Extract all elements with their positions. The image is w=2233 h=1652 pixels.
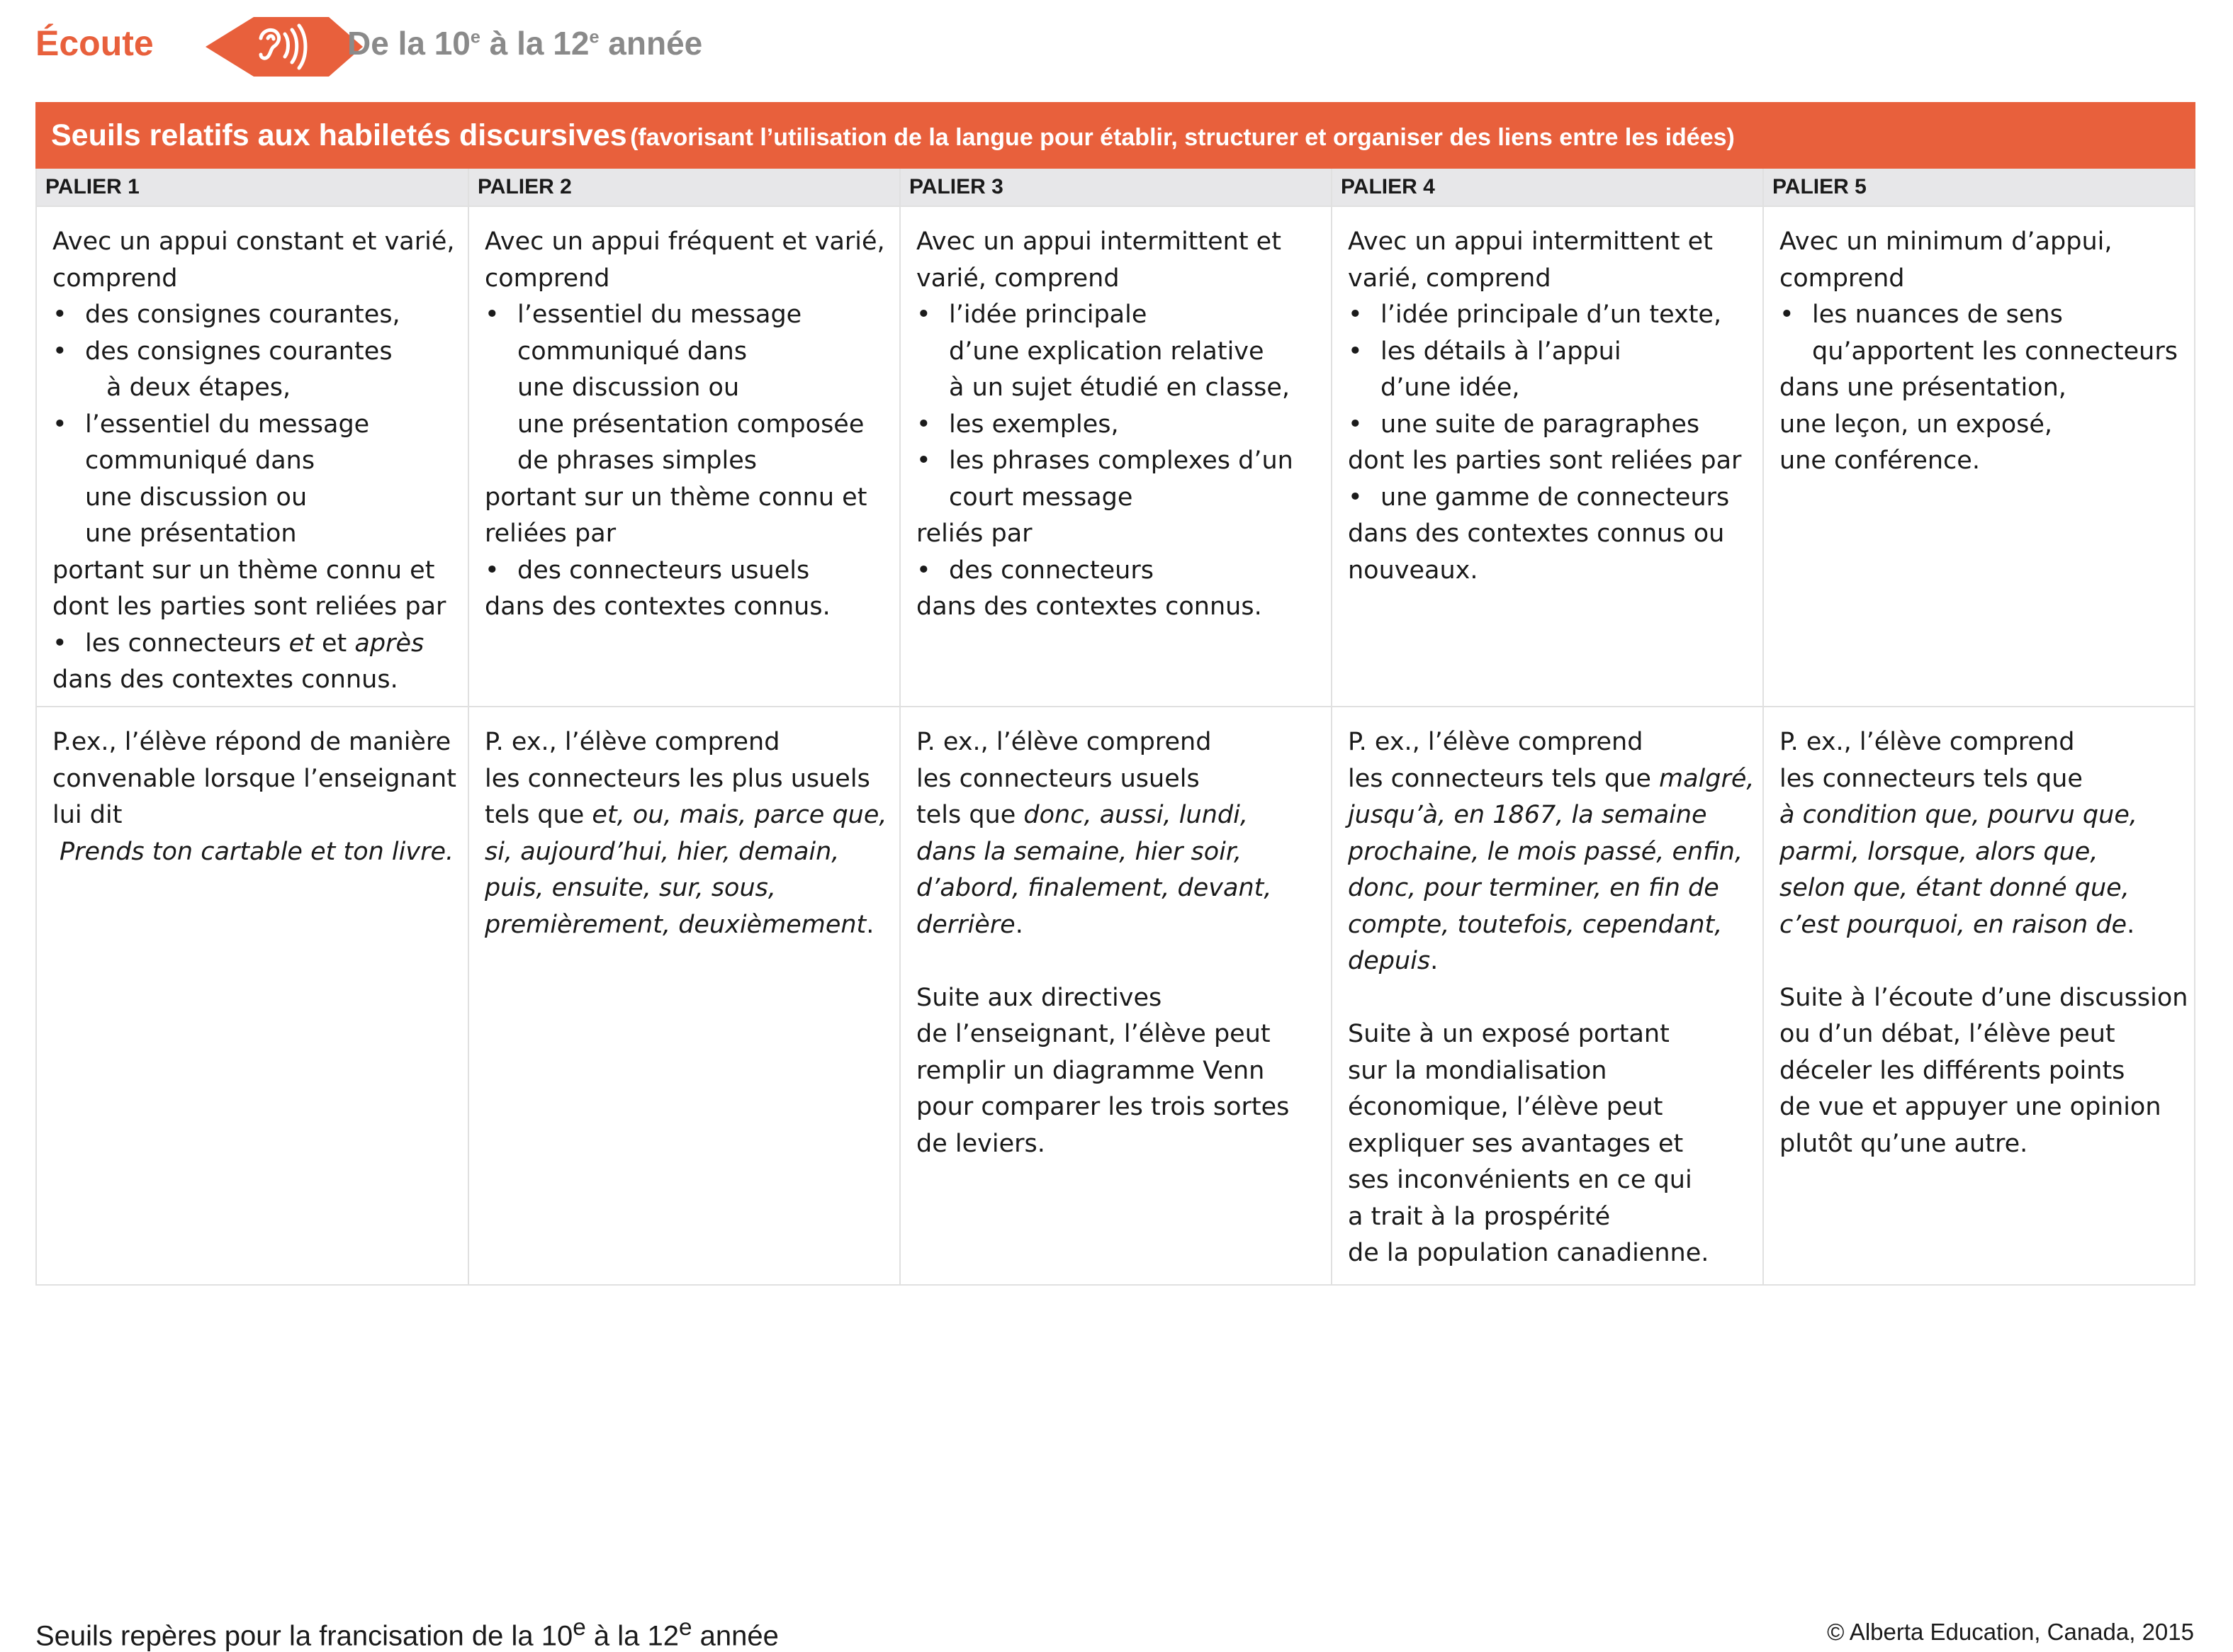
ear-sound-icon [206,17,363,77]
text-line: dans des contextes connus. [52,665,398,694]
text-line: à condition que, pourvu que, [1779,801,2137,829]
text-line: ses inconvénients en ce qui [1348,1166,1692,1194]
text-line: Prends ton cartable et ton livre. [60,837,454,866]
palier-1-example [36,707,468,1285]
text-line: tels que donc, aussi, lundi, [916,801,1248,829]
text-line: dans une présentation, [1779,373,2066,402]
text-line: portant sur un thème connu et [485,483,867,512]
text-line: les connecteurs tels que [1779,764,2083,793]
text-line: lui dit [52,801,123,829]
text-line: varié, comprend [1348,264,1551,293]
text-line: P. ex., l’élève comprend [1348,728,1643,756]
text-line: si, aujourd’hui, hier, demain, [485,837,840,866]
text-line: depuis. [1348,947,1439,975]
text-line: reliés par [916,519,1033,548]
text-line: de l’enseignant, l’élève peut [916,1020,1271,1048]
palier-1-descriptor [36,206,468,707]
palier-2-header: PALIER 2 [468,168,900,206]
bullet-item: • les détails à l’appui [1348,334,1750,371]
text-line: puis, ensuite, sur, sous, [485,874,777,902]
text-line: d’une idée, [1380,373,1520,402]
palier-header-row [36,168,2195,206]
text-line: parmi, lorsque, alors que, [1779,837,2098,866]
footer-document-title: Seuils repères pour la francisation de la 10e à la 12e année [35,1614,779,1652]
banner-subtitle: (favorisant l’utilisation de la langue pour établir, structurer et organiser des liens entre les idées) [630,123,1735,151]
palier-4-header: PALIER 4 [1332,168,1763,206]
text-line: une présentation composée [517,410,865,439]
page-header [35,17,1169,77]
text-line: jusqu’à, en 1867, la semaine [1348,801,1707,829]
text-line: ou d’un débat, l’élève peut [1779,1020,2115,1048]
palier-2-example [468,707,900,1285]
text-line: P. ex., l’élève comprend [1779,728,2075,756]
table-banner [36,103,2195,168]
text-line: les connecteurs usuels [916,764,1200,793]
bullet-item: • des connecteurs [916,553,1318,590]
strand-title: Écoute [35,23,154,63]
text-line: une conférence. [1779,446,1980,475]
text-line: remplir un diagramme Venn [916,1056,1265,1085]
text-line: sur la mondialisation [1348,1056,1607,1085]
palier-2-descriptor [468,206,900,707]
text-line: une discussion ou [85,483,308,512]
text-line: de la population canadienne. [1348,1239,1709,1267]
grade-range: De la 10e à la 12e année [347,25,703,62]
text-line: comprend [1779,264,1905,293]
text-line: nouveaux. [1348,556,1478,585]
text-line: Avec un appui fréquent et varié, [485,227,885,256]
text-line: derrière. [916,910,1023,939]
descriptor-row [36,206,2195,707]
palier-4-descriptor [1332,206,1763,707]
bullet-item: • des consignes courantes [52,334,455,371]
palier-5-example [1763,707,2195,1285]
text-line: dans des contextes connus ou [1348,519,1725,548]
text-line: tels que et, ou, mais, parce que, [485,801,887,829]
text-line: Avec un minimum d’appui, [1779,227,2113,256]
text-line: dans des contextes connus. [916,592,1262,621]
text-line: communiqué dans [517,337,748,366]
text-line: expliquer ses avantages et [1348,1129,1684,1158]
text-line: pour comparer les trois sortes [916,1093,1290,1121]
text-line: reliées par [485,519,617,548]
footer-copyright: © Alberta Education, Canada, 2015 [1827,1619,2194,1645]
text-line: comprend [485,264,610,293]
bullet-item: • l’essentiel du message [52,407,455,444]
bullet-item: • des consignes courantes, [52,297,455,334]
palier-5-header: PALIER 5 [1763,168,2195,206]
text-line: économique, l’élève peut [1348,1093,1663,1121]
text-line: P. ex., l’élève comprend [916,728,1212,756]
blank-line [1779,943,2181,980]
text-line: comprend [52,264,178,293]
bullet-item: • les nuances de sens [1779,297,2181,334]
palier-4-example [1332,707,1763,1285]
text-line: varié, comprend [916,264,1120,293]
palier-3-example [900,707,1332,1285]
text-line: qu’apportent les connecteurs [1812,337,2178,366]
text-line: convenable lorsque l’enseignant [52,764,456,793]
text-line: communiqué dans [85,446,315,475]
blank-line [916,943,1318,980]
text-line: Suite aux directives [916,983,1162,1012]
text-line: premièrement, deuxièmement. [485,910,874,939]
text-line: Suite à l’écoute d’une discussion [1779,983,2188,1012]
thresholds-table [35,102,2195,1286]
text-line: prochaine, le mois passé, enfin, [1348,837,1743,866]
text-line: Avec un appui intermittent et [916,227,1281,256]
palier-3-descriptor [900,206,1332,707]
palier-5-descriptor [1763,206,2195,707]
bullet-item: • des connecteurs usuels [485,553,887,590]
palier-1-header: PALIER 1 [36,168,468,206]
text-line: Avec un appui constant et varié, [52,227,455,256]
text-line: déceler les différents points [1779,1056,2125,1085]
bullet-item: • l’idée principale [916,297,1318,334]
text-line: à un sujet étudié en classe, [949,373,1290,402]
example-row [36,707,2195,1285]
text-line: dans la semaine, hier soir, [916,837,1242,866]
bullet-item: • une suite de paragraphes [1348,407,1750,444]
text-line: P. ex., l’élève comprend [485,728,780,756]
text-line: donc, pour terminer, en fin de [1348,874,1719,902]
text-line: les connecteurs les plus usuels [485,764,870,793]
text-line: Avec un appui intermittent et [1348,227,1713,256]
palier-3-header: PALIER 3 [900,168,1332,206]
bullet-item: • une gamme de connecteurs [1348,480,1750,517]
text-line: dont les parties sont reliées par [52,592,446,621]
text-line: P.ex., l’élève répond de manière [52,728,451,756]
text-line: à deux étapes, [106,373,291,402]
text-line: d’abord, finalement, devant, [916,874,1272,902]
text-line: c’est pourquoi, en raison de. [1779,910,2135,939]
text-line: de leviers. [916,1129,1045,1158]
text-line: a trait à la prospérité [1348,1202,1611,1231]
text-line: portant sur un thème connu et [52,556,435,585]
bullet-item: • l’idée principale d’un texte, [1348,297,1750,334]
text-line: compte, toutefois, cependant, [1348,910,1723,939]
banner-title: Seuils relatifs aux habiletés discursives [51,118,627,152]
text-line: de phrases simples [517,446,758,475]
text-line: dont les parties sont reliées par [1348,446,1742,475]
text-line: une présentation [85,519,297,548]
text-line: plutôt qu’une autre. [1779,1129,2028,1158]
text-line: les connecteurs tels que malgré, [1348,764,1755,793]
text-line: une leçon, un exposé, [1779,410,2053,439]
text-line: court message [949,483,1133,512]
bullet-item: • l’essentiel du message [485,297,887,334]
bullet-item: • les exemples, [916,407,1318,444]
blank-line [1348,980,1750,1017]
text-line: selon que, étant donné que, [1779,874,2130,902]
text-line: dans des contextes connus. [485,592,831,621]
bullet-item: • les phrases complexes d’un [916,443,1318,480]
banner-cell [36,103,2195,168]
text-line: Suite à un exposé portant [1348,1020,1670,1048]
text-line: une discussion ou [517,373,740,402]
bullet-item: • les connecteurs et et après [52,626,455,663]
text-line: d’une explication relative [949,337,1264,366]
text-line: de vue et appuyer une opinion [1779,1093,2161,1121]
